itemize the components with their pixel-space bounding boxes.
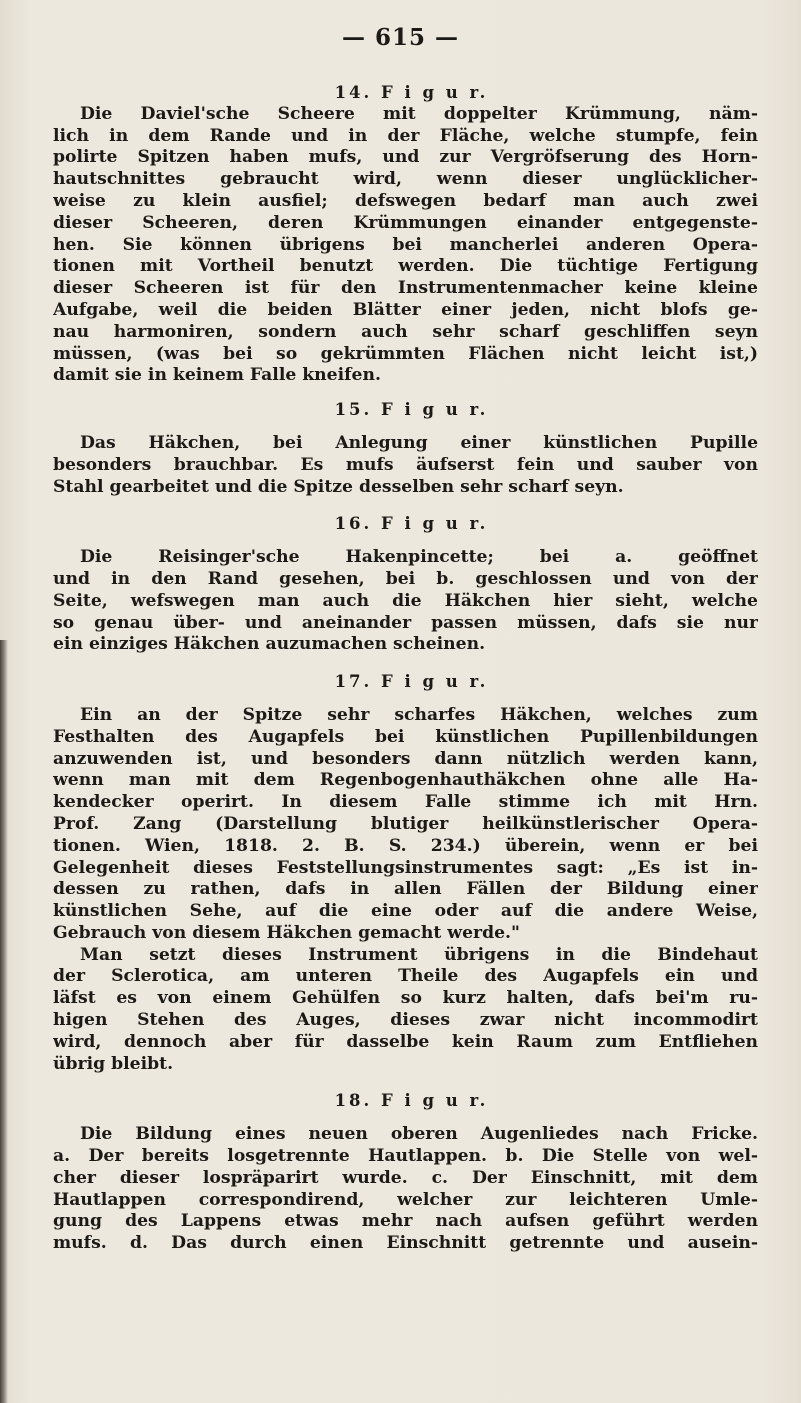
text-line: Das Häkchen, bei Anlegung einer künstlichen Pupille	[80, 432, 758, 453]
text-line: künstlichen Sehe, auf die eine oder auf die andere Weise,	[53, 901, 758, 922]
text-line: mufs. d. Das durch einen Einschnitt getrennte und ausein-	[53, 1233, 758, 1254]
text-line: dieser Scheeren, deren Krümmungen einander entgegenste-	[53, 212, 758, 233]
text-line: cher dieser lospräparirt wurde. c. Der Einschnitt, mit dem	[53, 1167, 758, 1188]
text-line: läfst es von einem Gehülfen so kurz halten, dafs bei'm ru-	[53, 988, 758, 1009]
text-line: tionen mit Vortheil benutzt werden. Die tüchtige Fertigung	[53, 256, 758, 277]
section-figure-14	[53, 82, 758, 387]
text-line: kendecker operirt. In diesem Falle stimme ich mit Hrn.	[53, 792, 758, 813]
text-line: higen Stehen des Auges, dieses zwar nicht incommodirt	[53, 1010, 758, 1031]
section-heading: 18. F i g u r.	[334, 1091, 489, 1111]
text-line: Festhalten des Augapfels bei künstlichen Pupillenbildungen	[53, 726, 758, 747]
text-line: besonders brauchbar. Es mufs äufserst fein und sauber von	[53, 454, 758, 475]
section-heading: 17. F i g u r.	[334, 672, 489, 692]
text-line: a. Der bereits losgetrennte Hautlappen. b. Die Stelle von wel-	[53, 1146, 758, 1167]
section-figure-18	[53, 1090, 758, 1255]
text-line: ein einziges Häkchen auzumachen scheinen.	[53, 634, 486, 655]
section-heading: 16. F i g u r.	[334, 514, 489, 534]
text-line: weise zu klein ausfiel; defswegen bedarf man auch zwei	[53, 190, 758, 211]
text-line: damit sie in keinem Falle kneifen.	[53, 365, 381, 386]
text-line: anzuwenden ist, und besonders dann nützlich werden kann,	[53, 748, 758, 769]
text-line: dessen zu rathen, dafs in allen Fällen der Bildung einer	[53, 879, 758, 900]
text-line: hen. Sie können übrigens bei mancherlei anderen Opera-	[53, 234, 758, 255]
page-body	[53, 82, 758, 1255]
text-line: wenn man mit dem Regenbogenhauthäkchen ohne alle Ha-	[53, 770, 758, 791]
text-line: hautschnittes gebraucht wird, wenn dieser unglücklicher-	[53, 169, 758, 190]
section-heading: 14. F i g u r.	[334, 83, 489, 102]
text-line: und in den Rand gesehen, bei b. geschlossen und von der	[53, 568, 758, 589]
section-figure-17	[53, 671, 758, 1075]
text-line: Hautlappen correspondirend, welcher zur leichteren Umle-	[53, 1189, 758, 1210]
text-line: polirte Spitzen haben mufs, und zur Vergröfserung des Horn-	[53, 147, 758, 168]
text-line: Seite, wefswegen man auch die Häkchen hier sieht, welche	[53, 590, 758, 611]
text-line: Gebrauch von diesem Häkchen gemacht werde."	[53, 922, 520, 943]
text-line: Man setzt dieses Instrument übrigens in die Bindehaut	[80, 944, 758, 965]
text-line: wird, dennoch aber für dasselbe kein Raum zum Entfliehen	[53, 1031, 758, 1052]
page-number: — 615 —	[341, 24, 460, 51]
text-line: Prof. Zang (Darstellung blutiger heilkünstlerischer Opera-	[53, 813, 758, 834]
section-heading: 15. F i g u r.	[334, 400, 489, 420]
text-line: der Sclerotica, am unteren Theile des Augapfels ein und	[53, 966, 758, 987]
section-figure-16	[53, 513, 758, 656]
section-figure-15	[53, 399, 758, 498]
text-line: Ein an der Spitze sehr scharfes Häkchen, welches zum	[80, 704, 758, 725]
text-line: tionen. Wien, 1818. 2. B. S. 234.) überein, wenn er bei	[53, 835, 758, 856]
text-line: Stahl gearbeitet und die Spitze desselben sehr scharf seyn.	[53, 476, 624, 497]
text-line: Die Bildung eines neuen oberen Augenliedes nach Fricke.	[80, 1124, 758, 1145]
text-line: Die Reisinger'sche Hakenpincette; bei a. geöffnet	[80, 547, 758, 568]
page-binding-edge	[0, 640, 8, 1403]
text-line: müssen, (was bei so gekrümmten Flächen nicht leicht ist,)	[53, 343, 758, 364]
text-line: Aufgabe, weil die beiden Blätter einer jeden, nicht blofs ge-	[53, 299, 758, 320]
text-line: gung des Lappens etwas mehr nach aufsen geführt werden	[53, 1211, 758, 1232]
text-line: lich in dem Rande und in der Fläche, welche stumpfe, fein	[53, 125, 758, 146]
text-line: so genau über- und aneinander passen müssen, dafs sie nur	[53, 612, 758, 633]
text-line: Gelegenheit dieses Feststellungsinstrumentes sagt: „Es ist in-	[53, 857, 758, 878]
text-line: übrig bleibt.	[53, 1053, 174, 1074]
text-line: Die Daviel'sche Scheere mit doppelter Krümmung, näm-	[80, 103, 758, 124]
text-line: nau harmoniren, sondern auch sehr scharf geschliffen seyn	[53, 321, 758, 342]
text-line: dieser Scheeren ist für den Instrumentenmacher keine kleine	[53, 278, 758, 299]
